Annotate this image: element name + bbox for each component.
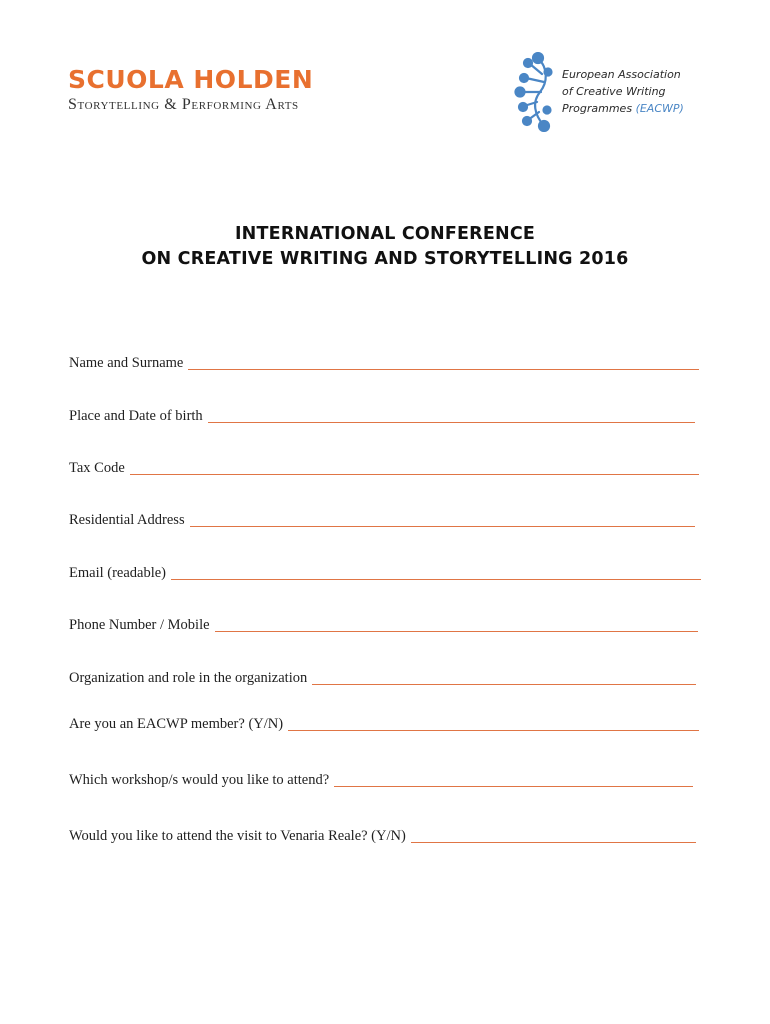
title-line-2: ON CREATIVE WRITING AND STORYTELLING 2016 [141,249,629,269]
tax-code-input[interactable] [130,460,699,475]
document-title [0,222,770,272]
scuola-holden-logo [68,66,313,114]
member-input[interactable] [288,716,699,731]
birth-input[interactable] [208,408,695,423]
form-field-name [69,355,699,372]
email-label: Email (readable) [69,565,167,581]
logo-tagline: Storytelling & Performing Arts [68,96,299,113]
organization-label: Organization and role in the organization [69,670,308,686]
form-field-member [69,716,699,733]
form-field-venaria-visit [69,828,696,845]
form-field-tax-code [69,460,699,477]
form-field-organization [69,670,696,687]
address-input[interactable] [190,512,695,527]
email-input[interactable] [171,565,701,580]
eacwp-name-line1: European Association [562,68,681,81]
workshops-input[interactable] [334,772,693,787]
phone-label: Phone Number / Mobile [69,617,210,633]
eacwp-name-line3: Programmes [562,102,633,115]
eacwp-logo [514,52,704,132]
address-label: Residential Address [69,512,185,528]
organization-input[interactable] [312,670,696,685]
form-field-workshops [69,772,693,789]
venaria-visit-input[interactable] [411,828,696,843]
eacwp-emblem-icon [514,52,562,132]
name-label: Name and Surname [69,355,184,371]
phone-input[interactable] [215,617,698,632]
name-input[interactable] [188,355,699,370]
form-field-phone [69,617,698,634]
form-field-address [69,512,695,529]
birth-label: Place and Date of birth [69,408,203,424]
form-field-birth [69,408,695,425]
member-label: Are you an EACWP member? (Y/N) [69,716,284,732]
logo-name: SCUOLA HOLDEN [68,65,314,94]
workshops-label: Which workshop/s would you like to attend? [69,772,330,788]
title-line-1: INTERNATIONAL CONFERENCE [234,224,536,244]
form-field-email [69,565,701,582]
eacwp-acronym: (EACWP) [635,102,684,115]
eacwp-name-line2: of Creative Writing [562,85,666,98]
tax-code-label: Tax Code [69,460,125,476]
venaria-visit-label: Would you like to attend the visit to Venaria Reale? (Y/N) [69,828,406,844]
